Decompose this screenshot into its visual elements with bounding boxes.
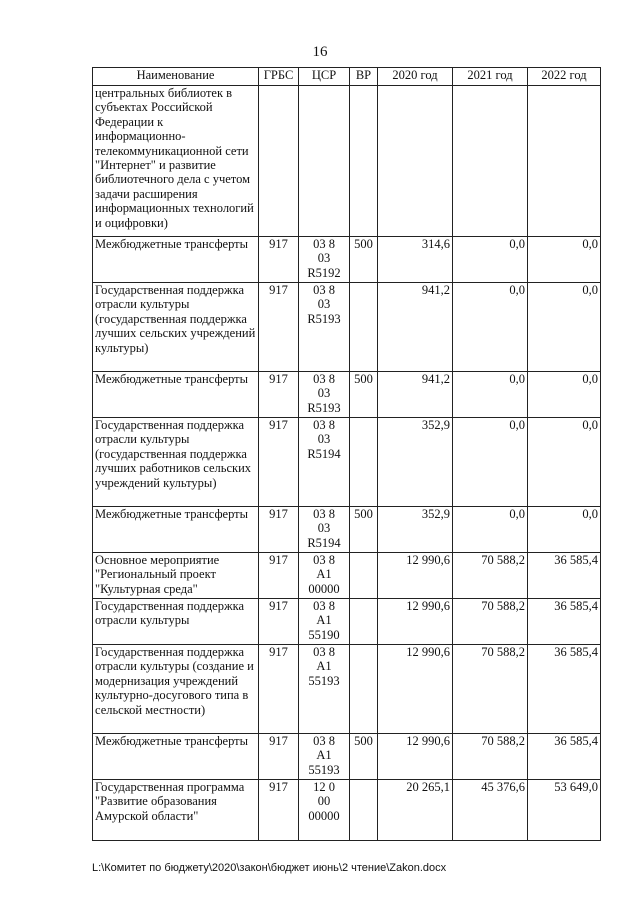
table-row [93,86,601,237]
csr-part: 00 [317,794,331,809]
row-2021: 70 588,2 [453,645,528,734]
row-2022: 0,0 [528,283,601,372]
row-2022: 0,0 [528,418,601,507]
header-vr: ВР [350,68,378,86]
row-vr: 500 [350,734,378,780]
csr-part: 03 [317,251,331,266]
row-csr [299,372,350,418]
row-2022: 0,0 [528,372,601,418]
row-name: Государственная поддержка отрасли культуры (создание и модернизация учреждений культурно-досугового типа в сельской местности) [93,645,259,734]
header-2022: 2022 год [528,68,601,86]
row-grbs: 917 [259,599,299,645]
row-csr [299,283,350,372]
row-2021: 70 588,2 [453,734,528,780]
csr-part: A1 [316,567,332,582]
row-grbs: 917 [259,645,299,734]
row-csr [299,237,350,283]
row-2021: 70 588,2 [453,553,528,599]
csr-part: A1 [316,613,332,628]
table-row [93,599,601,645]
csr-part: 03 8 [313,734,335,748]
row-2021: 45 376,6 [453,780,528,841]
row-name: Государственная программа "Развитие образования Амурской области" [93,780,259,841]
row-2021: 0,0 [453,372,528,418]
csr-part: 03 8 [313,507,335,521]
csr-part: 00000 [308,808,340,823]
row-2021: 70 588,2 [453,599,528,645]
row-csr [299,418,350,507]
csr-part: 12 0 [313,780,335,794]
row-name: Межбюджетные трансферты [93,237,259,283]
row-vr [350,418,378,507]
csr-part: R5194 [307,446,341,461]
page-number: 16 [312,44,328,60]
row-vr [350,599,378,645]
row-vr [350,645,378,734]
csr-part: 03 8 [313,283,335,297]
csr-part: 55193 [308,673,340,688]
csr-part: A1 [316,659,332,674]
row-2020: 352,9 [378,507,453,553]
row-2020: 941,2 [378,372,453,418]
row-2020: 941,2 [378,283,453,372]
row-2020: 352,9 [378,418,453,507]
csr-part: R5194 [307,535,341,550]
row-grbs: 917 [259,372,299,418]
row-grbs: 917 [259,553,299,599]
row-grbs: 917 [259,418,299,507]
row-2020: 314,6 [378,237,453,283]
row-2020: 12 990,6 [378,599,453,645]
header-2020: 2020 год [378,68,453,86]
table-row [93,418,601,507]
row-csr [299,780,350,841]
row-2021: 0,0 [453,507,528,553]
csr-part: 03 8 [313,237,335,251]
row-vr [350,86,378,237]
budget-table [92,67,601,841]
row-csr [299,599,350,645]
csr-part: 03 8 [313,372,335,386]
csr-part: 00000 [308,581,340,596]
row-name: Государственная поддержка отрасли культуры (государственная поддержка лучших работников сельских учреждений культуры) [93,418,259,507]
row-name: Основное мероприятие "Региональный проект "Культурная среда" [93,553,259,599]
row-2021 [453,86,528,237]
row-2022: 36 585,4 [528,734,601,780]
table-row [93,372,601,418]
row-vr: 500 [350,237,378,283]
table-row [93,553,601,599]
row-name: центральных библиотек в субъектах Российской Федерации к информационно-телекоммуникационной сети "Интернет" и развитие библиотечного дела с учетом задачи расширения информационных технологий и оцифровки) [93,86,259,237]
header-2021: 2021 год [453,68,528,86]
table-row [93,507,601,553]
row-vr: 500 [350,372,378,418]
row-vr [350,283,378,372]
row-grbs: 917 [259,507,299,553]
row-csr [299,86,350,237]
table-header-row [93,68,601,86]
csr-part: R5192 [307,265,341,280]
csr-part: R5193 [307,400,341,415]
row-name: Межбюджетные трансферты [93,734,259,780]
table-row [93,237,601,283]
csr-part: 03 8 [313,553,335,567]
csr-part: A1 [316,748,332,763]
row-2021: 0,0 [453,283,528,372]
row-name: Межбюджетные трансферты [93,507,259,553]
csr-part: 55193 [308,762,340,777]
table-row [93,283,601,372]
row-csr [299,734,350,780]
csr-part: 55190 [308,627,340,642]
csr-part: 03 [317,386,331,401]
csr-part: 03 8 [313,599,335,613]
header-grbs: ГРБС [259,68,299,86]
csr-part: 03 [317,297,331,312]
row-2022: 0,0 [528,507,601,553]
row-2022: 0,0 [528,237,601,283]
row-2022: 36 585,4 [528,553,601,599]
row-csr [299,507,350,553]
csr-part: R5193 [307,311,341,326]
row-grbs: 917 [259,283,299,372]
table-row [93,645,601,734]
footer-file-path: L:\Комитет по бюджету\2020\закон\бюджет июнь\2 чтение\Zakon.docx [92,862,447,874]
row-grbs: 917 [259,734,299,780]
table-row [93,734,601,780]
row-2020: 12 990,6 [378,734,453,780]
row-2022: 36 585,4 [528,645,601,734]
row-2022: 53 649,0 [528,780,601,841]
row-csr [299,553,350,599]
row-name: Государственная поддержка отрасли культуры (государственная поддержка лучших сельских учреждений культуры) [93,283,259,372]
row-2020: 12 990,6 [378,553,453,599]
row-2020: 12 990,6 [378,645,453,734]
row-2020 [378,86,453,237]
csr-part: 03 [317,521,331,536]
csr-part: 03 [317,432,331,447]
row-csr [299,645,350,734]
row-2022: 36 585,4 [528,599,601,645]
row-vr [350,553,378,599]
row-name: Государственная поддержка отрасли культуры [93,599,259,645]
csr-part: 03 8 [313,418,335,432]
table-row [93,780,601,841]
header-name: Наименование [93,68,259,86]
row-2022 [528,86,601,237]
csr-part: 03 8 [313,645,335,659]
row-2020: 20 265,1 [378,780,453,841]
row-grbs [259,86,299,237]
row-vr: 500 [350,507,378,553]
row-name: Межбюджетные трансферты [93,372,259,418]
row-grbs: 917 [259,780,299,841]
row-grbs: 917 [259,237,299,283]
row-2021: 0,0 [453,418,528,507]
header-csr: ЦСР [299,68,350,86]
row-vr [350,780,378,841]
row-2021: 0,0 [453,237,528,283]
